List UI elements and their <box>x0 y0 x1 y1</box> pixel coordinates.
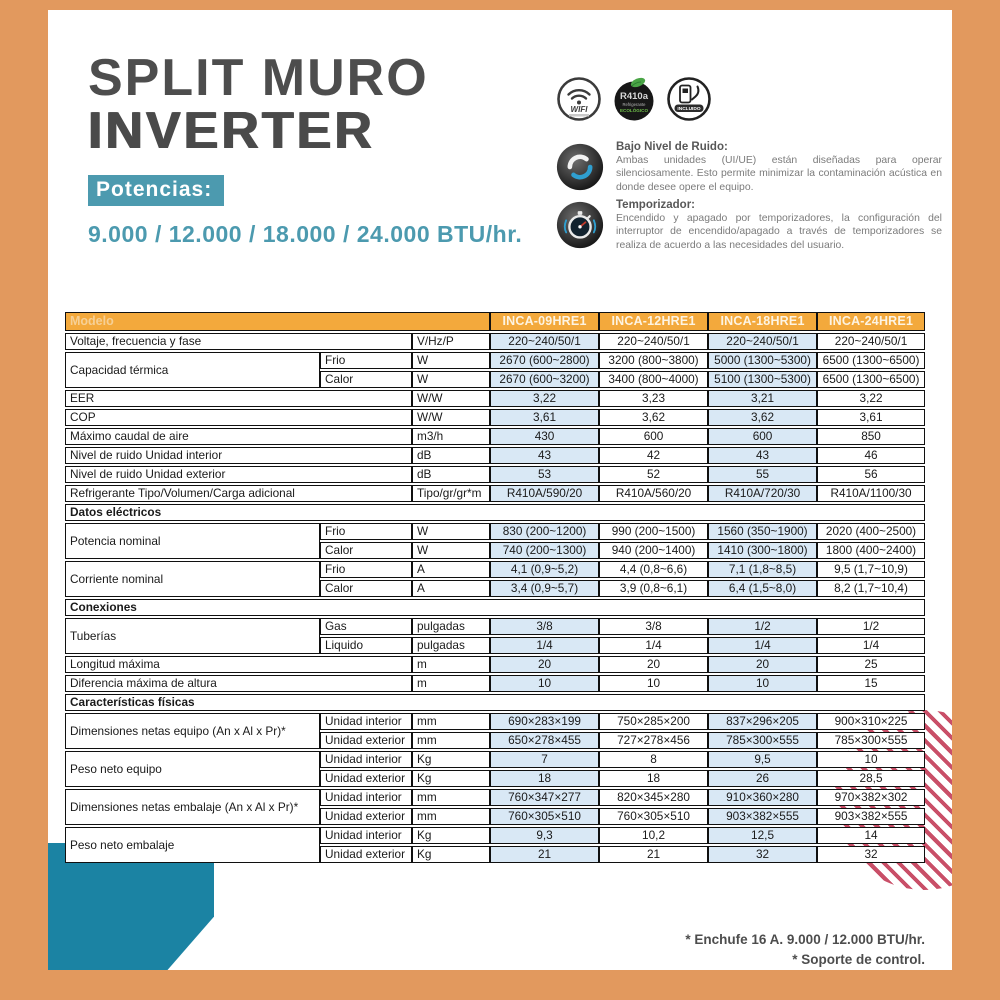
value-cell: 785×300×555 <box>708 732 817 749</box>
value-cell: 3,61 <box>490 409 599 426</box>
content-area <box>48 10 952 970</box>
value-cell: 9,5 (1,7~10,9) <box>817 561 925 578</box>
value-cell: 3/8 <box>490 618 599 635</box>
value-cell: 7,1 (1,8~8,5) <box>708 561 817 578</box>
spec-row <box>65 333 925 350</box>
svg-text:WIFI: WIFI <box>570 105 588 114</box>
unit-cell: W/W <box>412 409 490 426</box>
value-cell: 20 <box>708 656 817 673</box>
spec-row <box>65 352 925 369</box>
page-title-line2: INVERTER <box>88 102 375 161</box>
row-label-cell: Máximo caudal de aire <box>65 428 412 445</box>
low-noise-icon <box>556 143 604 191</box>
r410a-eco-icon <box>611 76 657 122</box>
title-block <box>88 49 523 248</box>
spec-row <box>65 523 925 540</box>
spec-row <box>65 618 925 635</box>
model-header-cell: INCA-18HRE1 <box>708 312 817 331</box>
row-label-cell: Corriente nominal <box>65 561 320 597</box>
value-cell: 903×382×555 <box>817 808 925 825</box>
row-label-cell: COP <box>65 409 412 426</box>
value-cell: 21 <box>599 846 708 863</box>
spec-row <box>65 656 925 673</box>
value-cell: 1/2 <box>708 618 817 635</box>
value-cell: 10 <box>490 675 599 692</box>
value-cell: 830 (200~1200) <box>490 523 599 540</box>
sub-label-cell: Unidad interior <box>320 789 412 806</box>
value-cell: 7 <box>490 751 599 768</box>
value-cell: 850 <box>817 428 925 445</box>
spec-row <box>65 789 925 806</box>
section-row <box>65 599 925 616</box>
value-cell: 1/4 <box>817 637 925 654</box>
value-cell: 20 <box>490 656 599 673</box>
sub-label-cell: Calor <box>320 542 412 559</box>
value-cell: 900×310×225 <box>817 713 925 730</box>
sub-label-cell: Unidad interior <box>320 713 412 730</box>
value-cell: 3200 (800~3800) <box>599 352 708 369</box>
value-cell: 28,5 <box>817 770 925 787</box>
value-cell: 3,22 <box>490 390 599 407</box>
value-cell: 4,4 (0,8~6,6) <box>599 561 708 578</box>
spec-row <box>65 390 925 407</box>
unit-cell: m3/h <box>412 428 490 445</box>
value-cell: 1/2 <box>817 618 925 635</box>
spec-table-wrap <box>65 310 925 865</box>
unit-cell: mm <box>412 732 490 749</box>
remote-included-icon <box>666 76 712 122</box>
value-cell: 2670 (600~2800) <box>490 352 599 369</box>
feature-timer <box>556 199 942 252</box>
row-label-cell: EER <box>65 390 412 407</box>
value-cell: 650×278×455 <box>490 732 599 749</box>
unit-cell: W <box>412 542 490 559</box>
unit-cell: A <box>412 580 490 597</box>
unit-cell: mm <box>412 789 490 806</box>
value-cell: 760×305×510 <box>490 808 599 825</box>
row-label-cell: Diferencia máxima de altura <box>65 675 412 692</box>
value-cell: 6500 (1300~6500) <box>817 352 925 369</box>
value-cell: R410A/590/20 <box>490 485 599 502</box>
spec-row <box>65 466 925 483</box>
value-cell: 785×300×555 <box>817 732 925 749</box>
model-header-cell: INCA-12HRE1 <box>599 312 708 331</box>
spec-row <box>65 409 925 426</box>
value-cell: 727×278×456 <box>599 732 708 749</box>
value-cell: 12,5 <box>708 827 817 844</box>
spec-row <box>65 561 925 578</box>
sub-label-cell: Unidad interior <box>320 827 412 844</box>
row-label-cell: Potencia nominal <box>65 523 320 559</box>
section-row <box>65 694 925 711</box>
value-cell: 18 <box>490 770 599 787</box>
value-cell: 3,61 <box>817 409 925 426</box>
sub-label-cell: Frio <box>320 352 412 369</box>
unit-cell: W <box>412 371 490 388</box>
value-cell: 990 (200~1500) <box>599 523 708 540</box>
value-cell: 43 <box>490 447 599 464</box>
value-cell: 3,22 <box>817 390 925 407</box>
spec-row <box>65 751 925 768</box>
sub-label-cell: Gas <box>320 618 412 635</box>
row-label-cell: Dimensiones netas equipo (An x Al x Pr)* <box>65 713 320 749</box>
footnote-line: * Enchufe 16 A. 9.000 / 12.000 BTU/hr. <box>685 932 925 947</box>
spec-row <box>65 428 925 445</box>
section-title-cell: Conexiones <box>65 599 925 616</box>
value-cell: R410A/1100/30 <box>817 485 925 502</box>
value-cell: 5000 (1300~5300) <box>708 352 817 369</box>
spec-row <box>65 447 925 464</box>
spec-row <box>65 827 925 844</box>
section-row <box>65 504 925 521</box>
value-cell: 5100 (1300~5300) <box>708 371 817 388</box>
footnote-line: * Soporte de control. <box>792 952 925 968</box>
spec-row <box>65 675 925 692</box>
value-cell: 10 <box>817 751 925 768</box>
value-cell: 32 <box>817 846 925 863</box>
value-cell: 10 <box>708 675 817 692</box>
value-cell: 1/4 <box>708 637 817 654</box>
unit-cell: pulgadas <box>412 618 490 635</box>
value-cell: R410A/720/30 <box>708 485 817 502</box>
unit-cell: W/W <box>412 390 490 407</box>
unit-cell: V/Hz/P <box>412 333 490 350</box>
feature-title: Temporizador: <box>616 199 696 211</box>
value-cell: 25 <box>817 656 925 673</box>
value-cell: 43 <box>708 447 817 464</box>
unit-cell: m <box>412 656 490 673</box>
value-cell: 3,4 (0,9~5,7) <box>490 580 599 597</box>
sub-label-cell: Calor <box>320 371 412 388</box>
row-label-cell: Longitud máxima <box>65 656 412 673</box>
value-cell: 14 <box>817 827 925 844</box>
btu-capacities: 9.000 / 12.000 / 18.000 / 24.000 BTU/hr. <box>88 221 523 248</box>
feature-text: Ambas unidades (UI/UE) están diseñadas para operar silenciosamente. Esto permite minimizar la contaminación acústica en donde desee opere el equipo. <box>616 155 942 193</box>
wifi-icon <box>556 76 602 122</box>
row-label-cell: Peso neto equipo <box>65 751 320 787</box>
section-title-cell: Datos eléctricos <box>65 504 925 521</box>
row-label-cell: Dimensiones netas embalaje (An x Al x Pr)* <box>65 789 320 825</box>
spec-row <box>65 713 925 730</box>
unit-cell: mm <box>412 713 490 730</box>
value-cell: 3/8 <box>599 618 708 635</box>
model-header-cell: INCA-09HRE1 <box>490 312 599 331</box>
row-label-cell: Capacidad térmica <box>65 352 320 388</box>
value-cell: 740 (200~1300) <box>490 542 599 559</box>
timer-icon <box>556 201 604 249</box>
feature-text: Encendido y apagado por temporizadores, la configuración del interruptor de encendido/apagado a través de temporizadores se realiza de acuerdo a las necesidades del usuario. <box>616 213 942 251</box>
value-cell: 6,4 (1,5~8,0) <box>708 580 817 597</box>
sub-label-cell: Unidad interior <box>320 751 412 768</box>
value-cell: 21 <box>490 846 599 863</box>
unit-cell: m <box>412 675 490 692</box>
value-cell: 10 <box>599 675 708 692</box>
feature-low-noise <box>556 141 942 194</box>
unit-cell: Tipo/gr/gr*m <box>412 485 490 502</box>
sub-label-cell: Unidad exterior <box>320 846 412 863</box>
feature-title: Bajo Nivel de Ruido: <box>616 141 728 153</box>
unit-cell: W <box>412 523 490 540</box>
value-cell: 9,3 <box>490 827 599 844</box>
svg-text:R410a: R410a <box>620 91 648 102</box>
value-cell: 52 <box>599 466 708 483</box>
unit-cell: Kg <box>412 846 490 863</box>
value-cell: 910×360×280 <box>708 789 817 806</box>
model-header-cell: INCA-24HRE1 <box>817 312 925 331</box>
value-cell: 220~240/50/1 <box>708 333 817 350</box>
value-cell: 3,62 <box>599 409 708 426</box>
value-cell: 10,2 <box>599 827 708 844</box>
unit-cell: pulgadas <box>412 637 490 654</box>
row-label-cell: Nivel de ruido Unidad interior <box>65 447 412 464</box>
sub-label-cell: Calor <box>320 580 412 597</box>
sub-label-cell: Frio <box>320 523 412 540</box>
unit-cell: Kg <box>412 827 490 844</box>
row-label-cell: Voltaje, frecuencia y fase <box>65 333 412 350</box>
model-header-label: Modelo <box>65 312 490 331</box>
sub-label-cell: Unidad exterior <box>320 808 412 825</box>
unit-cell: W <box>412 352 490 369</box>
svg-text:INCLUIDO: INCLUIDO <box>677 107 701 112</box>
value-cell: 15 <box>817 675 925 692</box>
value-cell: 1410 (300~1800) <box>708 542 817 559</box>
value-cell: 600 <box>708 428 817 445</box>
value-cell: 600 <box>599 428 708 445</box>
sub-label-cell: Frio <box>320 561 412 578</box>
value-cell: 9,5 <box>708 751 817 768</box>
unit-cell: dB <box>412 447 490 464</box>
value-cell: 53 <box>490 466 599 483</box>
value-cell: 55 <box>708 466 817 483</box>
unit-cell: Kg <box>412 751 490 768</box>
row-label-cell: Peso neto embalaje <box>65 827 320 863</box>
value-cell: 220~240/50/1 <box>599 333 708 350</box>
value-cell: 220~240/50/1 <box>490 333 599 350</box>
value-cell: 3,21 <box>708 390 817 407</box>
value-cell: 903×382×555 <box>708 808 817 825</box>
value-cell: 2670 (600~3200) <box>490 371 599 388</box>
svg-text:Refrigerante: Refrigerante <box>622 102 646 107</box>
row-label-cell: Tuberías <box>65 618 320 654</box>
badge-row <box>556 76 712 122</box>
value-cell: R410A/560/20 <box>599 485 708 502</box>
value-cell: 8 <box>599 751 708 768</box>
row-label-cell: Refrigerante Tipo/Volumen/Carga adicional <box>65 485 412 502</box>
value-cell: 3400 (800~4000) <box>599 371 708 388</box>
footnotes <box>685 930 925 970</box>
value-cell: 3,62 <box>708 409 817 426</box>
value-cell: 1560 (350~1900) <box>708 523 817 540</box>
unit-cell: dB <box>412 466 490 483</box>
value-cell: 20 <box>599 656 708 673</box>
value-cell: 26 <box>708 770 817 787</box>
svg-text:ECOLÓGICO: ECOLÓGICO <box>619 108 649 113</box>
section-title-cell: Características físicas <box>65 694 925 711</box>
value-cell: 940 (200~1400) <box>599 542 708 559</box>
value-cell: 56 <box>817 466 925 483</box>
value-cell: 4,1 (0,9~5,2) <box>490 561 599 578</box>
value-cell: 42 <box>599 447 708 464</box>
value-cell: 2020 (400~2500) <box>817 523 925 540</box>
page-title-line1: SPLIT MURO <box>88 49 429 107</box>
sub-label-cell: Unidad exterior <box>320 770 412 787</box>
value-cell: 1/4 <box>490 637 599 654</box>
unit-cell: Kg <box>412 770 490 787</box>
unit-cell: mm <box>412 808 490 825</box>
value-cell: 970×382×302 <box>817 789 925 806</box>
value-cell: 750×285×200 <box>599 713 708 730</box>
potencias-badge: Potencias: <box>88 175 224 206</box>
value-cell: 220~240/50/1 <box>817 333 925 350</box>
value-cell: 6500 (1300~6500) <box>817 371 925 388</box>
value-cell: 760×347×277 <box>490 789 599 806</box>
value-cell: 430 <box>490 428 599 445</box>
row-label-cell: Nivel de ruido Unidad exterior <box>65 466 412 483</box>
value-cell: 3,23 <box>599 390 708 407</box>
value-cell: 18 <box>599 770 708 787</box>
value-cell: 8,2 (1,7~10,4) <box>817 580 925 597</box>
unit-cell: A <box>412 561 490 578</box>
value-cell: 3,9 (0,8~6,1) <box>599 580 708 597</box>
value-cell: 760×305×510 <box>599 808 708 825</box>
value-cell: 32 <box>708 846 817 863</box>
sub-label-cell: Unidad exterior <box>320 732 412 749</box>
value-cell: 1800 (400~2400) <box>817 542 925 559</box>
spec-table <box>65 310 925 865</box>
value-cell: 46 <box>817 447 925 464</box>
value-cell: 1/4 <box>599 637 708 654</box>
spec-row <box>65 485 925 502</box>
value-cell: 690×283×199 <box>490 713 599 730</box>
sub-label-cell: Liquido <box>320 637 412 654</box>
model-header-row <box>65 312 925 331</box>
value-cell: 820×345×280 <box>599 789 708 806</box>
value-cell: 837×296×205 <box>708 713 817 730</box>
